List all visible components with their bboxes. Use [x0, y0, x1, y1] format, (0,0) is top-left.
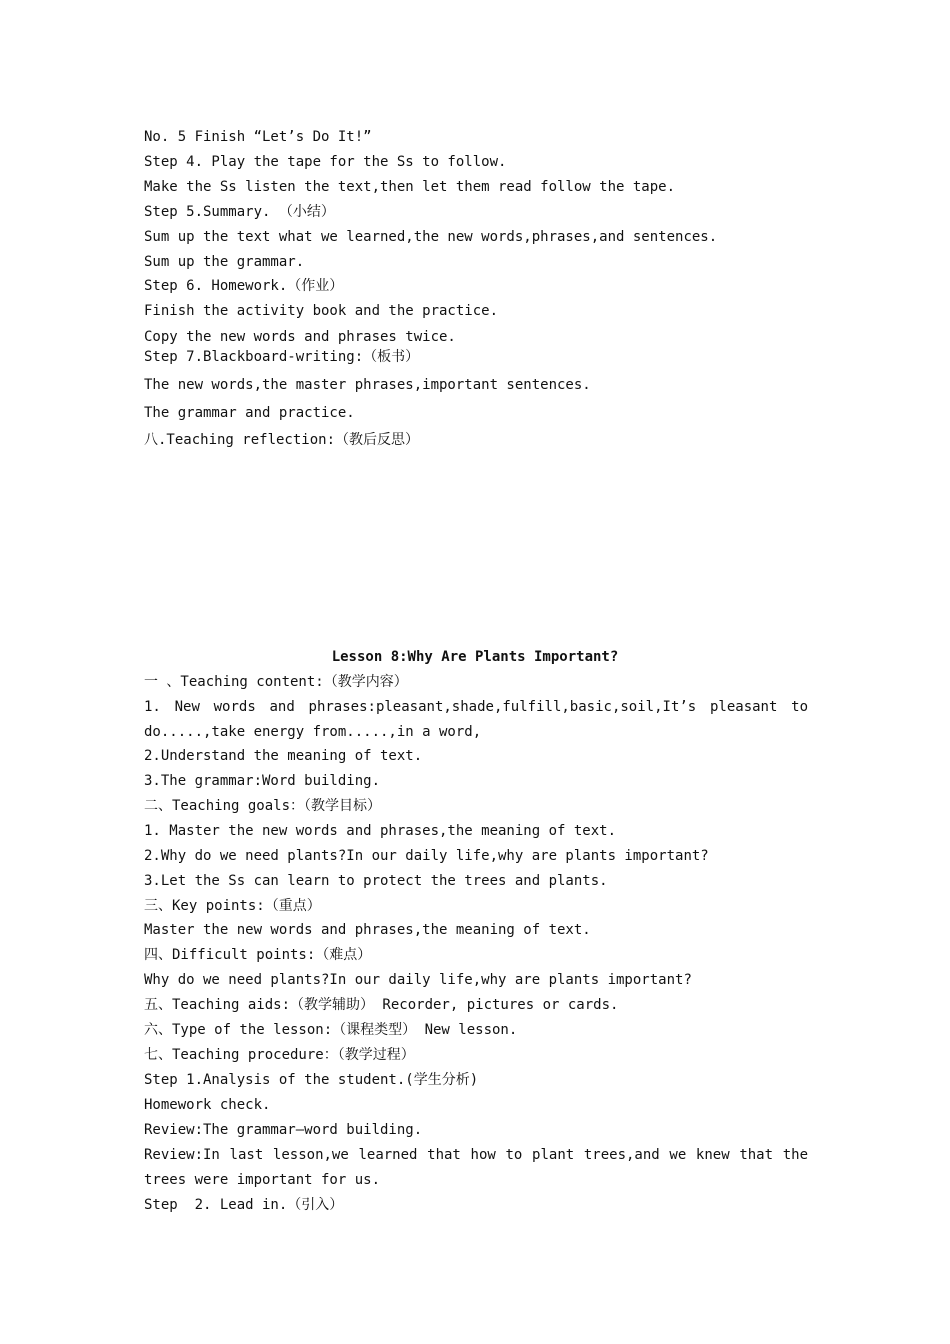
text-line: 1. Master the new words and phrases,the meaning of text.	[144, 823, 617, 839]
text-line: No. 5 Finish “Let’s Do It!”	[144, 129, 372, 145]
text-line: The new words,the master phrases,important sentences.	[144, 377, 591, 393]
text-line: 四、Difficult points:（难点）	[144, 947, 372, 963]
text-line: Review:The grammar—word building.	[144, 1122, 423, 1138]
lesson-title: Lesson 8:Why Are Plants Important?	[331, 649, 619, 665]
text-line: 2.Why do we need plants?In our daily life,why are plants important?	[144, 848, 709, 864]
text-line: Homework check.	[144, 1097, 271, 1113]
text-line: Finish the activity book and the practice.	[144, 303, 499, 319]
text-line: Step 7.Blackboard-writing:（板书）	[144, 349, 420, 365]
text-line: Step 1.Analysis of the student.(学生分析)	[144, 1072, 479, 1088]
text-line: Master the new words and phrases,the meaning of text.	[144, 922, 591, 938]
text-line: Step 5.Summary. （小结）	[144, 204, 335, 220]
text-line: 2.Understand the meaning of text.	[144, 748, 423, 764]
text-line: 二、Teaching goals：（教学目标）	[144, 798, 382, 814]
text-line: 五、Teaching aids:（教学辅助） Recorder, pictures or cards.	[144, 997, 619, 1013]
text-line: do.....,take energy from.....,in a word,	[144, 724, 482, 740]
text-line: 三、Key points:（重点）	[144, 898, 321, 914]
text-line: 3.The grammar:Word building.	[144, 773, 381, 789]
text-line: The grammar and practice.	[144, 405, 355, 421]
text-line: Step 2. Lead in.（引入）	[144, 1197, 344, 1213]
text-line: 一 、Teaching content:（教学内容）	[144, 674, 408, 690]
text-line: 六、Type of the lesson:（课程类型） New lesson.	[144, 1022, 518, 1038]
text-line: 七、Teaching procedure：（教学过程）	[144, 1047, 415, 1063]
text-line: Why do we need plants?In our daily life,why are plants important?	[144, 972, 692, 988]
text-line: 1. New words and phrases:pleasant,shade,fulfill,basic,soil,It’s pleasant to	[144, 699, 808, 715]
text-line: Sum up the grammar.	[144, 254, 305, 270]
text-line: Review:In last lesson,we learned that how to plant trees,and we knew that the	[144, 1147, 808, 1163]
text-line: 八.Teaching reflection:（教后反思）	[144, 432, 420, 448]
text-line: Step 6. Homework.（作业）	[144, 278, 344, 294]
text-line: 3.Let the Ss can learn to protect the trees and plants.	[144, 873, 608, 889]
text-line: Make the Ss listen the text,then let them read follow the tape.	[144, 179, 676, 195]
text-line: Step 4. Play the tape for the Ss to follow.	[144, 154, 507, 170]
text-line: trees were important for us.	[144, 1172, 381, 1188]
text-line: Copy the new words and phrases twice.	[144, 329, 456, 345]
text-line: Sum up the text what we learned,the new words,phrases,and sentences.	[144, 229, 718, 245]
